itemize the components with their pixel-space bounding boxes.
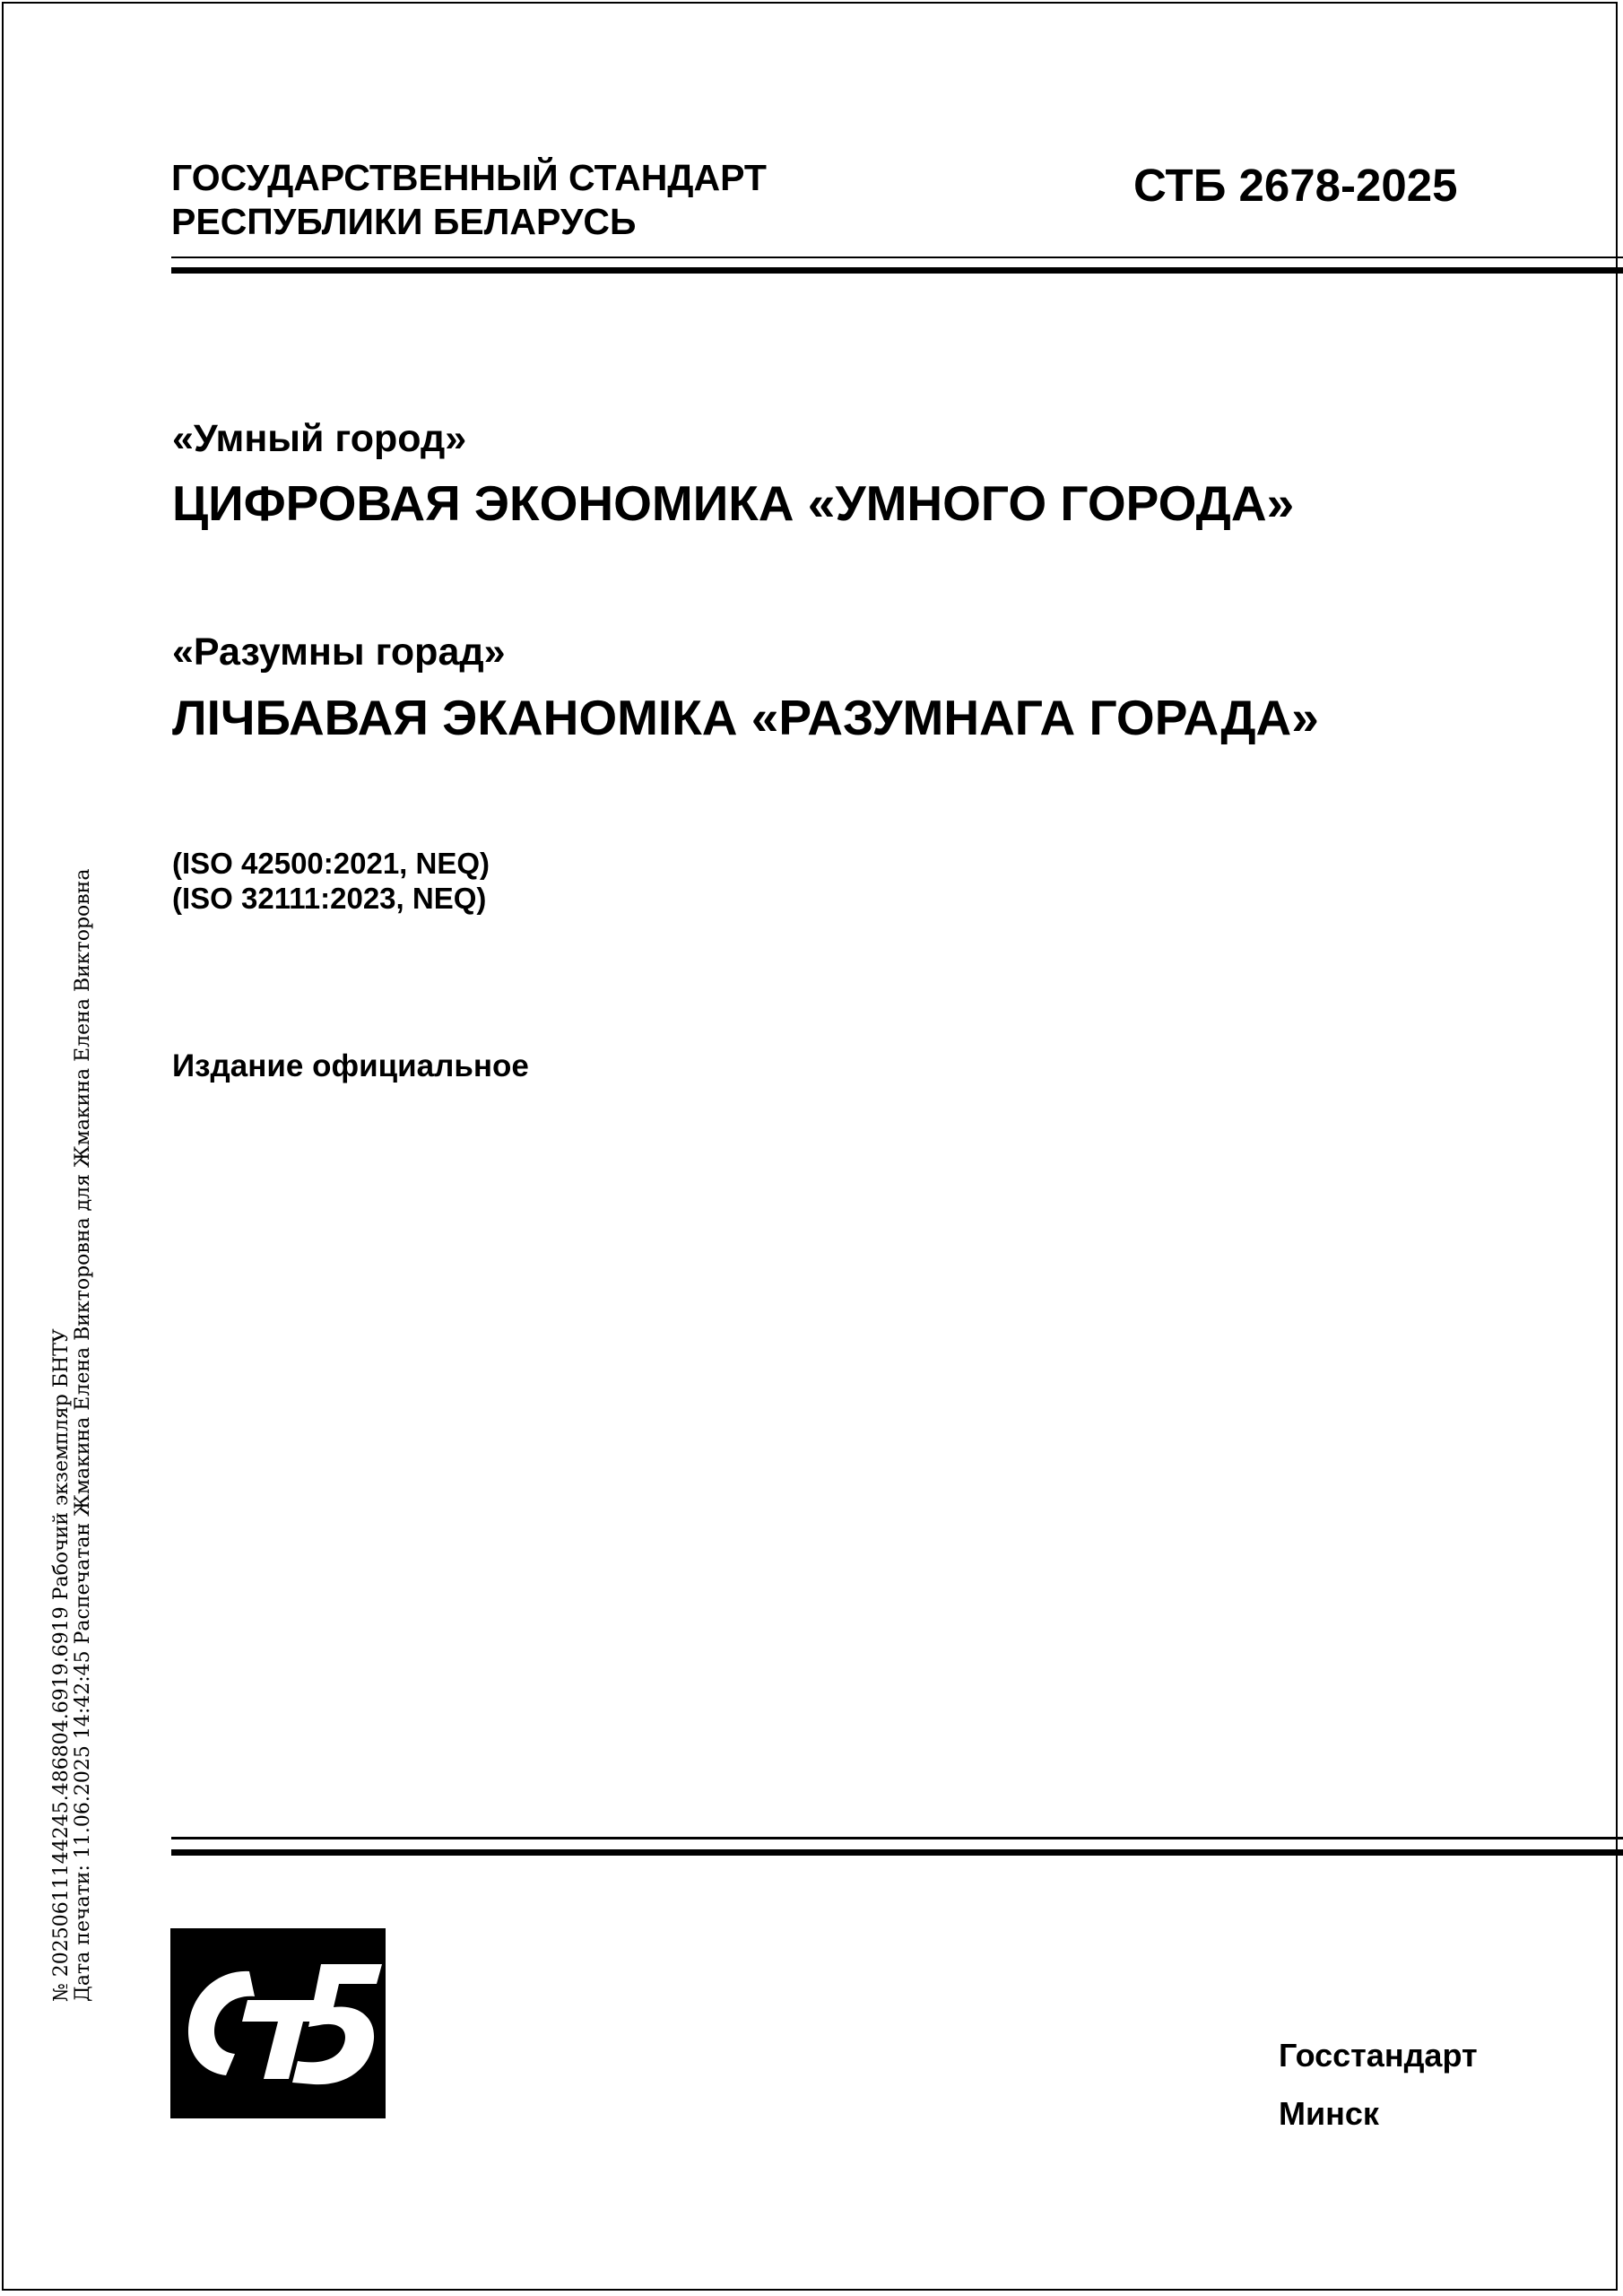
publisher-name: Госстандарт xyxy=(1279,2037,1478,2074)
print-stamp-line2: Дата печати: 11.06.2025 14:42:45 Распечатан Жмакина Елена Викторовна для Жмакина Елена Викторовна xyxy=(72,868,94,2002)
stb-logo-icon xyxy=(170,1928,386,2118)
header-rule-thin xyxy=(171,257,1623,258)
official-edition-note: Издание официальное xyxy=(172,1048,529,1083)
standard-type-line2: РЕСПУБЛИКИ БЕЛАРУСЬ xyxy=(171,201,637,242)
iso-equivalence-1: (ISO 42500:2021, NEQ) xyxy=(172,847,490,880)
footer-rule-thick xyxy=(171,1849,1623,1856)
document-title-be: ЛІЧБАВАЯ ЭКАНОМІКА «РАЗУМНАГА ГОРАДА» xyxy=(172,690,1319,745)
footer-rule-thin xyxy=(171,1837,1623,1839)
series-title-ru: «Умный город» xyxy=(172,417,467,460)
document-title-ru: ЦИФРОВАЯ ЭКОНОМИКА «УМНОГО ГОРОДА» xyxy=(172,475,1295,531)
publisher-city: Минск xyxy=(1279,2095,1379,2132)
print-watermark-stamp xyxy=(51,869,94,2002)
standard-designation: СТБ 2678-2025 xyxy=(1133,160,1458,211)
standard-type-line1: ГОСУДАРСТВЕННЫЙ СТАНДАРТ xyxy=(171,157,767,198)
header-rule-thick xyxy=(171,267,1623,274)
print-stamp-line1: № 20250611144245.486804.6919.6919 Рабочий экземпляр БНТУ xyxy=(50,1328,73,2002)
series-title-be: «Разумны горад» xyxy=(172,631,506,674)
iso-equivalence-2: (ISO 32111:2023, NEQ) xyxy=(172,882,487,915)
